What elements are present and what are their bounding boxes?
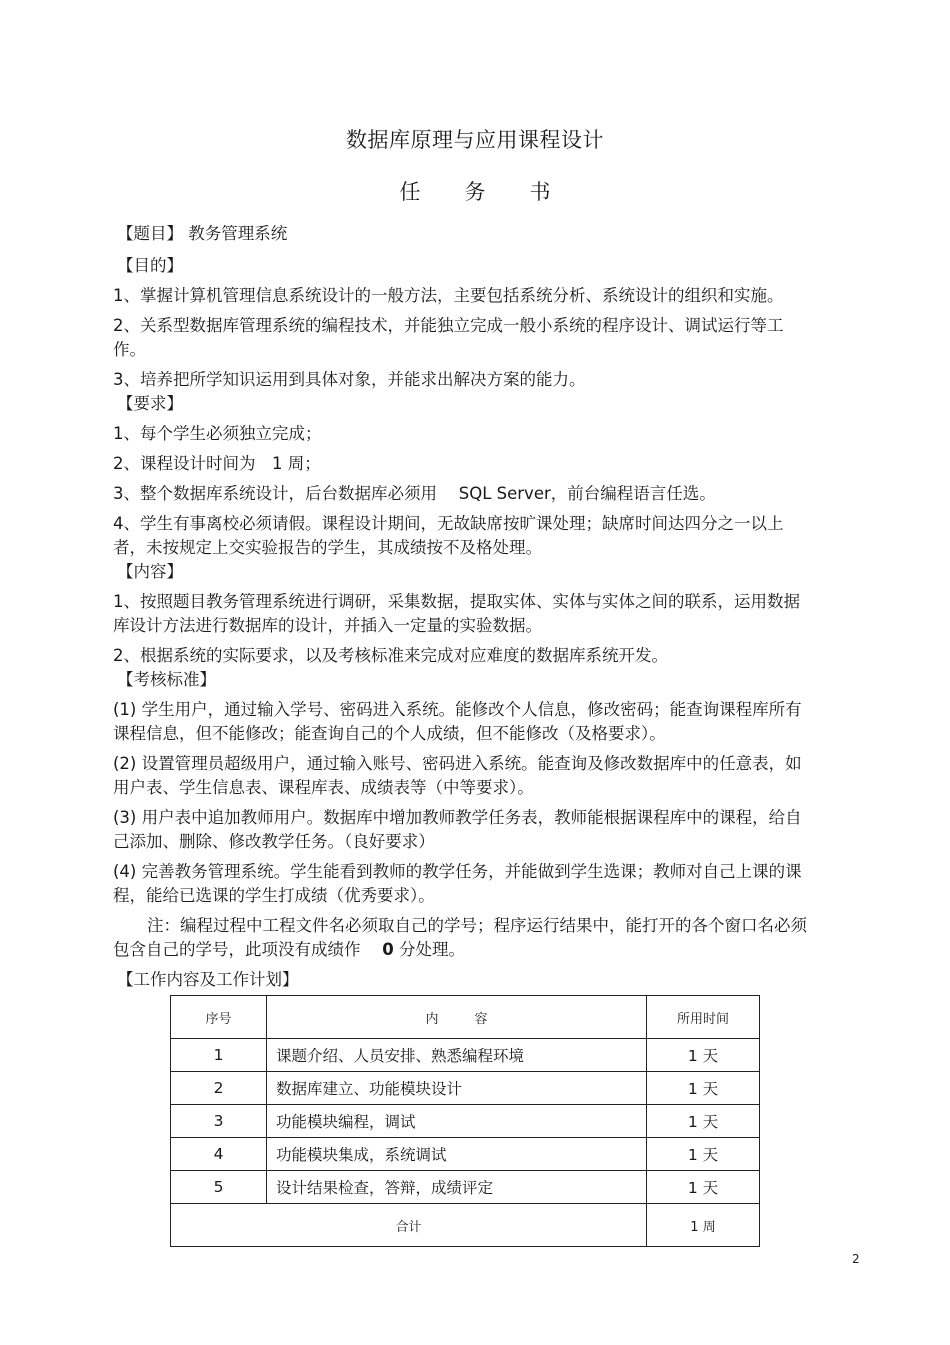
row-content: 功能模块集成，系统调试 <box>267 1138 647 1171</box>
criteria-item: (4) 完善教务管理系统。学生能看到教师的教学任务，并能做到学生选课；教师对自己上课的课程，能给已选课的学生打成绩（优秀要求）。 <box>113 862 802 905</box>
plan-heading: 【工作内容及工作计划】 <box>117 970 299 989</box>
row-content: 设计结果检查，答辩，成绩评定 <box>267 1171 647 1204</box>
requirement-item: 1、每个学生必须独立完成； <box>113 424 322 443</box>
total-value: 1 周 <box>647 1204 760 1247</box>
table-total-row <box>171 1204 760 1247</box>
header-num: 序号 <box>171 996 267 1039</box>
note-text: 注：编程过程中工程文件名必须取自己的学号；程序运行结果中，能打开的各个窗口名必须包含自己的学号，此项没有成绩作 <box>113 916 807 959</box>
row-time: 1 天 <box>647 1039 760 1072</box>
table-row <box>171 1105 760 1138</box>
note-text-end: 分处理。 <box>393 940 465 959</box>
header-content-char: 容 <box>474 1011 488 1027</box>
requirement-item: 3、整个数据库系统设计，后台数据库必须用 SQL Server，前台编程语言任选。 <box>113 484 716 503</box>
document-title: 数据库原理与应用课程设计 <box>346 128 604 152</box>
document-subtitle <box>0 176 950 206</box>
note-paragraph <box>113 914 815 962</box>
row-num: 2 <box>171 1072 267 1105</box>
total-label: 合计 <box>171 1204 647 1247</box>
page-number: 2 <box>852 1252 860 1266</box>
topic-line: 【题目】 教务管理系统 <box>117 224 288 243</box>
row-time: 1 天 <box>647 1171 760 1204</box>
criteria-item: (3) 用户表中追加教师用户。数据库中增加教师教学任务表，教师能根据课程库中的课程，给自己添加、删除、修改教学任务。（良好要求） <box>113 808 802 851</box>
row-content: 课题介绍、人员安排、熟悉编程环境 <box>267 1039 647 1072</box>
note-score: 0 <box>382 940 394 959</box>
criteria-heading: 【考核标准】 <box>117 670 216 689</box>
purpose-item: 2、关系型数据库管理系统的编程技术，并能独立完成一般小系统的程序设计、调试运行等工作。 <box>113 316 784 359</box>
header-time: 所用时间 <box>647 996 760 1039</box>
purpose-heading: 【目的】 <box>117 256 183 275</box>
row-time: 1 天 <box>647 1105 760 1138</box>
document-body <box>113 222 815 992</box>
row-num: 1 <box>171 1039 267 1072</box>
requirement-item: 2、课程设计时间为 1 周； <box>113 454 321 473</box>
header-content-char: 内 <box>425 1011 439 1027</box>
header-content <box>267 996 647 1039</box>
table-row <box>171 1138 760 1171</box>
row-content: 数据库建立、功能模块设计 <box>267 1072 647 1105</box>
subtitle-char: 任 <box>399 180 421 204</box>
row-time: 1 天 <box>647 1138 760 1171</box>
row-num: 5 <box>171 1171 267 1204</box>
requirement-item: 4、学生有事离校必须请假。课程设计期间，无故缺席按旷课处理；缺席时间达四分之一以上者，未按规定上交实验报告的学生，其成绩按不及格处理。 <box>113 514 784 557</box>
work-plan-table <box>170 995 760 1247</box>
subtitle-char: 务 <box>464 180 486 204</box>
criteria-item: (1) 学生用户，通过输入学号、密码进入系统。能修改个人信息，修改密码；能查询课程库所有课程信息，但不能修改；能查询自己的个人成绩，但不能修改（及格要求）。 <box>113 700 802 743</box>
table-row <box>171 1039 760 1072</box>
requirements-heading: 【要求】 <box>117 394 183 413</box>
content-item: 1、按照题目教务管理系统进行调研，采集数据，提取实体、实体与实体之间的联系，运用数据库设计方法进行数据库的设计，并插入一定量的实验数据。 <box>113 592 800 635</box>
row-time: 1 天 <box>647 1072 760 1105</box>
purpose-item: 1、掌握计算机管理信息系统设计的一般方法，主要包括系统分析、系统设计的组织和实施。 <box>113 286 784 305</box>
subtitle-char: 书 <box>529 180 551 204</box>
table-row <box>171 1171 760 1204</box>
content-item: 2、根据系统的实际要求，以及考核标准来完成对应难度的数据库系统开发。 <box>113 646 668 665</box>
criteria-item: (2) 设置管理员超级用户，通过输入账号、密码进入系统。能查询及修改数据库中的任意表，如用户表、学生信息表、课程库表、成绩表等（中等要求）。 <box>113 754 802 797</box>
content-heading: 【内容】 <box>117 562 183 581</box>
row-num: 4 <box>171 1138 267 1171</box>
table-header-row <box>171 996 760 1039</box>
row-content: 功能模块编程，调试 <box>267 1105 647 1138</box>
table-row <box>171 1072 760 1105</box>
row-num: 3 <box>171 1105 267 1138</box>
purpose-item: 3、培养把所学知识运用到具体对象，并能求出解决方案的能力。 <box>113 370 586 389</box>
